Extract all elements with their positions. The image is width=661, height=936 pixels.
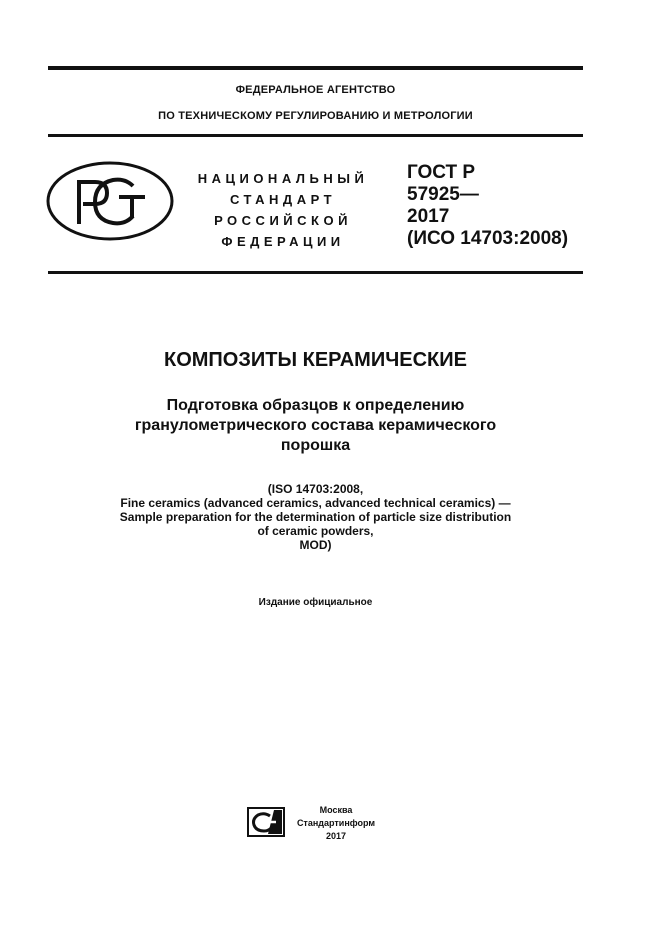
- upper-divider: [48, 134, 583, 137]
- top-rule: [48, 66, 583, 70]
- subtitle-line-3: порошка: [280, 437, 351, 454]
- standartinform-logo-icon: [246, 806, 286, 838]
- document-title: КОМПОЗИТЫ КЕРАМИЧЕСКИЕ: [164, 349, 467, 371]
- national-label-line-1: НАЦИОНАЛЬНЫЙ: [197, 171, 369, 186]
- national-standard-label: [188, 168, 378, 252]
- rst-certification-logo-icon: [45, 160, 175, 242]
- designation-line-2: 57925—: [407, 184, 479, 205]
- standard-designation: [407, 162, 568, 250]
- national-label-line-3: РОССИЙСКОЙ: [214, 213, 352, 228]
- edition-label: Издание официальное: [258, 597, 373, 608]
- iso-reference: [48, 482, 583, 552]
- publisher-block: [294, 804, 378, 843]
- iso-line-3: Sample preparation for the determination of particle size distribution: [119, 510, 512, 524]
- publisher-name: Стандартинформ: [296, 818, 376, 828]
- lower-divider: [48, 271, 583, 274]
- document-subtitle: [48, 396, 583, 456]
- publisher-year: 2017: [325, 831, 347, 841]
- agency-line-2: ПО ТЕХНИЧЕСКОМУ РЕГУЛИРОВАНИЮ И МЕТРОЛОГИИ: [158, 110, 473, 122]
- iso-line-2: Fine ceramics (advanced ceramics, advanced technical ceramics) —: [120, 496, 511, 510]
- agency-line-1: ФЕДЕРАЛЬНОЕ АГЕНТСТВО: [235, 84, 396, 96]
- subtitle-line-2: гранулометрического состава керамического: [134, 417, 497, 434]
- iso-line-1: (ISO 14703:2008,: [267, 482, 364, 496]
- national-label-line-2: СТАНДАРТ: [229, 192, 337, 207]
- iso-line-5: MOD): [299, 538, 332, 552]
- publisher-city: Москва: [319, 805, 353, 815]
- subtitle-line-1: Подготовка образцов к определению: [166, 397, 465, 414]
- designation-line-3: 2017: [407, 206, 450, 227]
- iso-line-4: of ceramic powders,: [257, 524, 374, 538]
- designation-line-4: (ИСО 14703:2008): [407, 228, 569, 249]
- designation-line-1: ГОСТ Р: [407, 162, 476, 183]
- national-label-line-4: ФЕДЕРАЦИИ: [221, 234, 345, 249]
